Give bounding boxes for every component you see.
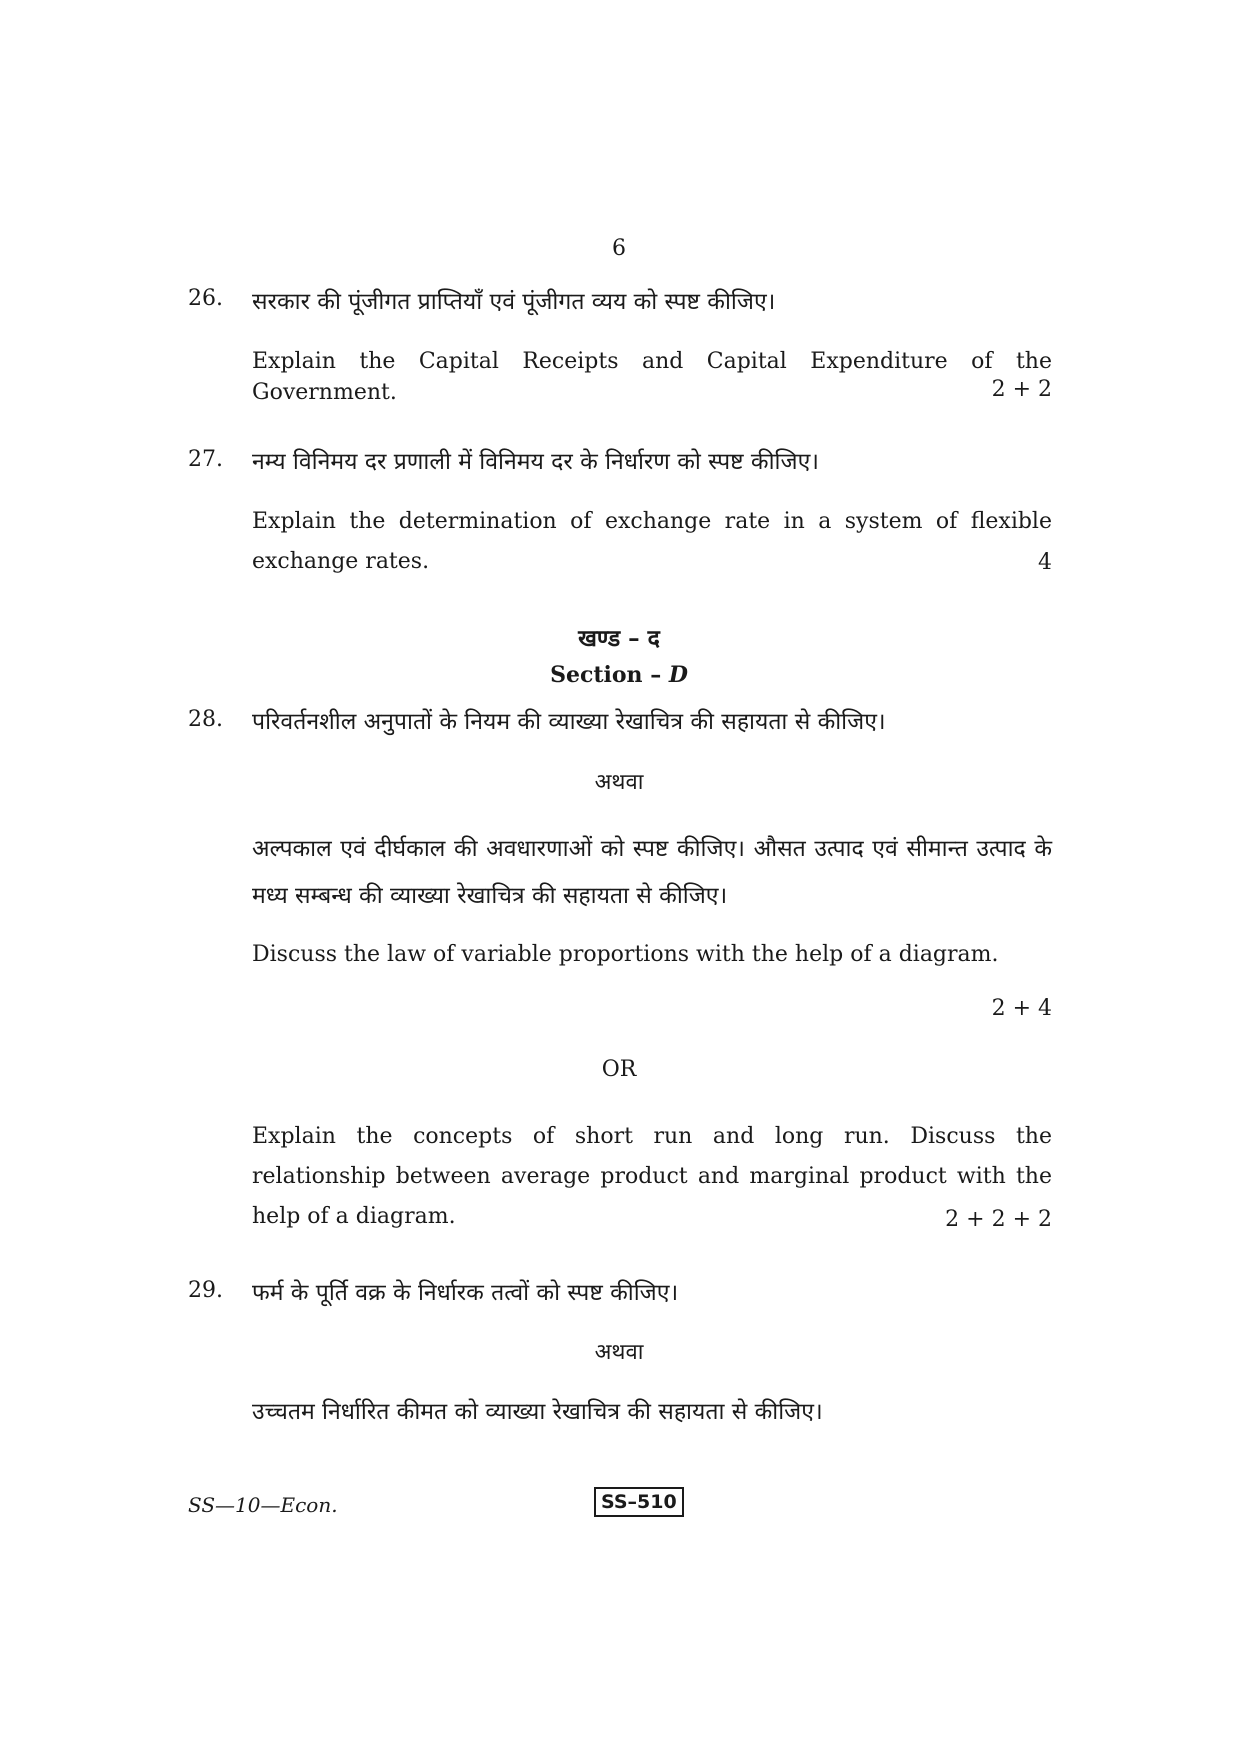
question-29-number: 29. (188, 1278, 223, 1303)
question-26-hindi: सरकार की पूंजीगत प्राप्तियाँ एवं पूंजीगत व्यय को स्पष्ट कीजिए। (252, 289, 776, 315)
footer-subject-code: SS—10—Econ. (188, 1493, 338, 1517)
question-26-number: 26. (188, 286, 223, 311)
question-28-number: 28. (188, 707, 223, 732)
question-28-alternative-marks: 2 + 2 + 2 (945, 1207, 1052, 1232)
question-27-number: 27. (188, 447, 223, 472)
section-heading-english (0, 662, 1238, 688)
question-28-english: Discuss the law of variable proportions with the help of a diagram. (252, 942, 999, 967)
footer-paper-code: SS–510 (594, 1487, 684, 1517)
question-29-hindi-alternative: उच्चतम निर्धारित कीमत को व्याख्या रेखाचित्र की सहायता से कीजिए। (252, 1399, 823, 1425)
question-28-english-alternative: Explain the concepts of short run and long run. Discuss the relationship between average product and marginal product with the help of a diagram. (252, 1124, 1052, 1229)
question-28-hindi: परिवर्तनशील अनुपातों के नियम की व्याख्या रेखाचित्र की सहायता से कीजिए। (252, 709, 886, 735)
question-27-hindi: नम्य विनिमय दर प्रणाली में विनिमय दर के निर्धारण को स्पष्ट कीजिए। (252, 449, 820, 475)
question-28-or-english: OR (601, 1057, 637, 1082)
question-27-english: Explain the determination of exchange rate in a system of flexible exchange rates. (252, 509, 1052, 574)
question-28-hindi-alternative: अल्पकाल एवं दीर्घकाल की अवधारणाओं को स्पष्ट कीजिए। औसत उत्पाद एवं सीमान्त उत्पाद के मध्य सम्बन्ध की व्याख्या रेखाचित्र की सहायता से कीजिए। (252, 836, 1052, 909)
section-label: Section – (550, 662, 669, 688)
question-28-marks: 2 + 4 (991, 996, 1052, 1021)
question-27-marks: 4 (1038, 550, 1052, 575)
question-26-marks: 2 + 2 (991, 377, 1052, 402)
question-29-or-hindi: अथवा (594, 1340, 644, 1365)
section-heading-hindi: खण्ड – द (578, 625, 660, 652)
question-26-english: Explain the Capital Receipts and Capital Expenditure of the Government. (252, 349, 1052, 405)
section-letter: D (668, 662, 688, 688)
question-29-hindi: फर्म के पूर्ति वक्र के निर्धारक तत्वों को स्पष्ट कीजिए। (252, 1280, 679, 1306)
page-number: 6 (612, 236, 626, 261)
question-28-or-hindi: अथवा (594, 770, 644, 795)
